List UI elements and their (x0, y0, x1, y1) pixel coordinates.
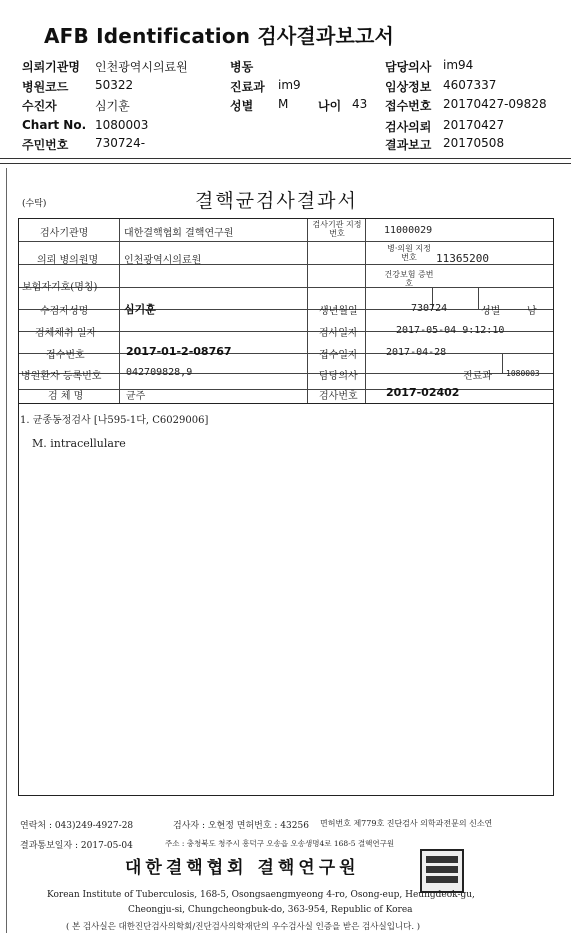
clinic-no-value: 11365200 (436, 252, 489, 265)
examinee-form-value: 심기훈 (124, 303, 156, 316)
result-organism: M. intracellulare (32, 437, 126, 450)
req-hospital-label: 의뢰 병의원명 (37, 255, 99, 266)
certification-text: ( 본 검사실은 대한진단검사의학회/진단검사의학재단의 우수검사실 인증을 받은 검사실입니다. ) (66, 922, 421, 932)
test-no-value: 2017-02402 (386, 386, 460, 399)
result-box (18, 402, 554, 796)
receipt-no-label: 접수번호 (46, 350, 85, 361)
test-date-value: 2017-05-04 9:12:10 (396, 325, 505, 336)
receipt-date-value: 2017-04-28 (386, 347, 447, 358)
patient-reg-label: 병원환자 등록번호 (21, 371, 102, 382)
doctor-label: 담당의사 (385, 60, 432, 74)
department-value: im9 (278, 78, 301, 92)
report-date-label: 결과보고 (385, 138, 432, 152)
report-date-value: 20170508 (443, 136, 505, 150)
accession-label: 접수번호 (385, 99, 432, 113)
header-divider (0, 158, 571, 159)
receipt-date-label: 접수일자 (319, 350, 358, 361)
hospital-code-label: 병원코드 (22, 80, 69, 94)
address-text: 주소 : 충청북도 청주시 흥덕구 오송읍 오송생명4로 168-5 결핵연구원 (165, 839, 395, 848)
hospital-code-value: 50322 (95, 78, 134, 92)
accession-value: 20170427-09828 (443, 97, 547, 111)
examinee-value: 심기훈 (95, 99, 130, 113)
health-ins-label: 건강보험 증번호 (384, 270, 434, 288)
license-text: 면허번호 제779호 진단검사 의학과전문의 신소연 (320, 819, 493, 828)
dept-form-label: 진료과 (463, 371, 492, 382)
test-org-value: 대한결핵협회 결핵연구원 (124, 228, 234, 239)
institute-en-line2: Cheongju-si, Chungcheongbuk-do, 363-954, Republic of Korea (128, 905, 413, 915)
resident-no-label: 주민번호 (22, 138, 69, 152)
doctor-form-label: 담당의사 (319, 371, 358, 382)
tester-text: 검사자 : 오현정 면허번호 : 43256 (173, 821, 309, 831)
dob-label: 생년월일 (319, 306, 358, 317)
chart-no-value: 1080003 (95, 118, 149, 132)
result-heading: 1. 균종동정검사 [나595-1다, C6029006] (20, 415, 209, 426)
examinee-label: 수진자 (22, 99, 57, 113)
resident-no-value: 730724- (95, 136, 146, 150)
form-code: (수탁) (22, 199, 47, 209)
dept-form-value: 1080003 (506, 369, 540, 378)
sex-form-label: 성별 (481, 306, 501, 317)
age-label: 나이 (318, 99, 342, 113)
sex-value: M (278, 97, 289, 111)
specimen-label: 검 체 명 (48, 391, 84, 402)
clinic-no-label: 병·의원 지정번호 (387, 244, 431, 262)
age-value: 43 (352, 97, 368, 111)
clinical-info-label: 임상정보 (385, 80, 432, 94)
institute-en-line1: Korean Institute of Tuberculosis, 168-5, Osongsaengmyeong 4-ro, Osong-eup, Heungdeok-gu, (47, 890, 475, 900)
patient-reg-value: 042709828,9 (126, 367, 193, 378)
req-hospital-value: 인천광역시의료원 (124, 255, 202, 266)
chart-no-label: Chart No. (22, 118, 87, 132)
institution-value: 인천광역시의료원 (95, 60, 188, 74)
institute-name-kr: 대한결핵협회 결핵연구원 (125, 858, 360, 878)
dob-value: 730724 (411, 303, 448, 314)
department-label: 진료과 (230, 80, 265, 94)
test-org-label: 검사기관명 (40, 228, 89, 239)
test-org-no-label: 검사기관 지정번호 (312, 220, 362, 238)
specimen-value: 균주 (126, 391, 146, 402)
test-org-no-value: 11000029 (384, 225, 433, 236)
sex-form-value: 남 (527, 306, 537, 317)
ward-label: 병동 (230, 60, 254, 74)
report-title: AFB Identification 검사결과보고서 (44, 24, 395, 48)
test-date-label: 검사일자 (319, 328, 358, 339)
doctor-value: im94 (443, 58, 474, 72)
official-seal (420, 849, 464, 893)
institution-label: 의뢰기관명 (22, 60, 80, 74)
request-date-label: 검사의뢰 (385, 120, 432, 134)
form-title: 결핵균검사결과서 (195, 190, 358, 212)
test-no-label: 검사번호 (319, 391, 358, 402)
sex-label: 성별 (230, 99, 254, 113)
insurer-label: 보험자기호(명칭) (22, 282, 98, 293)
header-divider-2 (0, 163, 571, 164)
clinical-info-value: 4607337 (443, 78, 497, 92)
report-date-footer: 결과통보일자 : 2017-05-04 (20, 841, 133, 851)
request-date-value: 20170427 (443, 118, 505, 132)
contact-text: 연락처 : 043)249-4927-28 (20, 821, 134, 831)
collect-label: 검체채취 일자 (35, 328, 97, 339)
receipt-no-value: 2017-01-2-08767 (126, 345, 232, 358)
examinee-form-label: 수검자성명 (40, 306, 89, 317)
